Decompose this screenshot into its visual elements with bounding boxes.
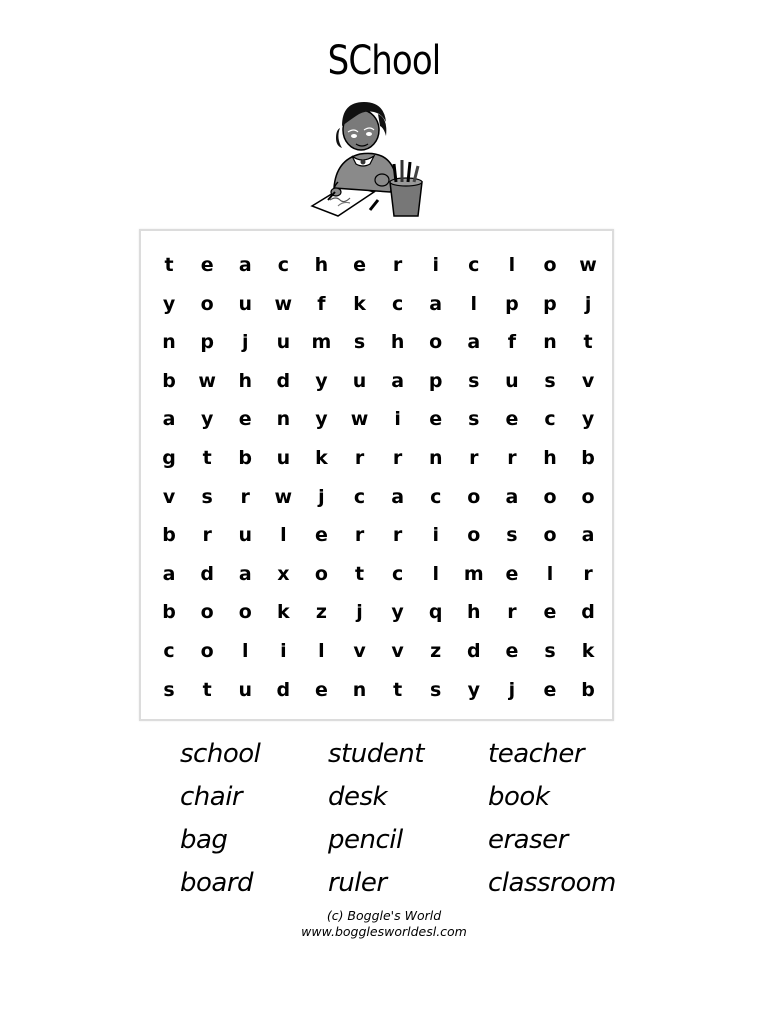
grid-letter: a — [391, 369, 405, 392]
grid-letter: j — [584, 292, 592, 315]
grid-letter: l — [546, 562, 554, 585]
grid-letter: o — [314, 562, 328, 585]
grid-letter: l — [470, 292, 478, 315]
grid-letter: o — [543, 524, 557, 547]
grid-letter: c — [353, 485, 366, 508]
grid-letter: c — [391, 292, 404, 315]
grid-letter: v — [581, 369, 595, 392]
grid-letter: a — [391, 485, 405, 508]
grid-letter: r — [354, 446, 365, 469]
grid-letter: j — [241, 331, 249, 354]
grid-letter: e — [314, 524, 328, 547]
grid-letter: j — [318, 485, 325, 508]
grid-letter: u — [238, 292, 252, 315]
grid-letter: h — [467, 601, 481, 624]
grid-letter: a — [581, 524, 595, 547]
grid-letter: i — [394, 408, 401, 431]
grid-letter: k — [581, 639, 595, 662]
grid-letter: e — [314, 678, 328, 701]
word-list-item: board — [180, 868, 254, 898]
grid-letter: k — [315, 446, 328, 469]
grid-letter: y — [162, 292, 176, 315]
grid-letter: o — [238, 601, 252, 624]
grid-letter: h — [390, 331, 405, 354]
grid-letter: s — [544, 639, 556, 662]
word-list-item: ruler — [328, 868, 387, 898]
grid-letter: s — [506, 524, 518, 547]
grid-letter: r — [583, 562, 593, 585]
grid-letter: h — [314, 254, 329, 276]
grid-letter: w — [198, 369, 216, 392]
grid-letter: s — [353, 331, 366, 354]
grid-letter: q — [428, 601, 443, 624]
grid-letter: l — [280, 524, 287, 547]
grid-letter: f — [317, 292, 326, 315]
grid-letter: l — [318, 639, 325, 662]
grid-letter: y — [200, 408, 214, 431]
grid-letter: v — [353, 639, 366, 662]
grid-letter: p — [428, 369, 443, 392]
grid-letter: a — [505, 485, 519, 508]
grid-letter: w — [579, 254, 597, 276]
grid-letter: s — [468, 408, 480, 431]
grid-letter: c — [277, 254, 289, 276]
grid-letter: d — [581, 601, 595, 624]
grid-letter: a — [238, 562, 252, 585]
grid-letter: i — [432, 524, 439, 547]
grid-letter: e — [353, 254, 366, 276]
grid-letter: d — [276, 369, 291, 392]
grid-letter: s — [468, 369, 480, 392]
grid-letter: k — [353, 292, 366, 315]
grid-letter: y — [315, 369, 328, 392]
grid-letter: h — [543, 446, 557, 469]
grid-letter: b — [581, 678, 595, 701]
grid-letter: s — [163, 678, 175, 701]
grid-letter: e — [238, 408, 252, 431]
grid-letter: r — [507, 446, 517, 469]
grid-letter: z — [430, 639, 442, 662]
grid-letter: b — [581, 446, 595, 469]
grid-letter: u — [238, 524, 252, 547]
grid-letter: a — [467, 331, 481, 354]
grid-letter: b — [162, 601, 176, 624]
grid-letter: p — [505, 292, 519, 315]
grid-letter: t — [393, 678, 403, 701]
grid-letter: t — [202, 446, 212, 469]
grid-letter: h — [238, 369, 252, 392]
grid-letter: e — [505, 408, 519, 431]
grid-letter: n — [428, 446, 443, 469]
grid-letter: i — [432, 254, 439, 276]
grid-letter: r — [392, 524, 403, 547]
grid-letter: o — [581, 485, 595, 508]
grid-letter: r — [354, 524, 365, 547]
grid-letter: d — [276, 678, 291, 701]
grid-letter: l — [508, 254, 516, 276]
grid-letter: c — [544, 408, 556, 431]
grid-letter: v — [162, 485, 176, 508]
grid-letter: l — [432, 562, 439, 585]
word-list-item: desk — [328, 782, 388, 812]
grid-letter: p — [200, 331, 214, 354]
grid-letter: o — [543, 485, 557, 508]
grid-letter: e — [505, 639, 519, 662]
grid-letter: o — [200, 639, 214, 662]
grid-letter: b — [238, 446, 253, 469]
grid-letter: o — [543, 254, 557, 276]
grid-letter: t — [583, 331, 593, 354]
credit-website: www.bogglesworldesl.com — [301, 924, 467, 939]
grid-letter: d — [466, 639, 481, 662]
grid-letter: c — [430, 485, 442, 508]
word-list-item: teacher — [488, 739, 585, 769]
grid-letter: m — [463, 562, 484, 585]
grid-letter: o — [200, 292, 214, 315]
grid-letter: t — [202, 678, 212, 701]
grid-letter: e — [200, 254, 214, 276]
grid-letter: r — [392, 254, 403, 276]
grid-letter: a — [162, 562, 176, 585]
grid-letter: u — [276, 446, 291, 469]
grid-letter: u — [276, 331, 291, 354]
grid-letter: b — [162, 369, 176, 392]
word-list — [180, 735, 620, 907]
grid-letter: y — [391, 601, 404, 624]
grid-letter: v — [391, 639, 404, 662]
credit-copyright: (c) Boggle's World — [326, 908, 442, 923]
grid-letter: a — [238, 254, 252, 276]
grid-letter: c — [391, 562, 404, 585]
grid-letter: e — [429, 408, 443, 431]
grid-letter: o — [200, 601, 214, 624]
grid-letter: z — [315, 601, 327, 624]
grid-letter: r — [240, 485, 250, 508]
grid-letter: s — [544, 369, 556, 392]
grid-letter: p — [543, 292, 557, 315]
grid-letter: f — [507, 331, 517, 354]
grid-letter: c — [163, 639, 175, 662]
grid-letter: t — [354, 562, 365, 585]
grid-letter: w — [274, 292, 293, 315]
grid-letter: o — [429, 331, 443, 354]
grid-letter: i — [280, 639, 287, 662]
grid-letter: o — [467, 524, 481, 547]
grid-letter: y — [315, 408, 328, 431]
grid-letter: s — [201, 485, 213, 508]
grid-letter: n — [162, 331, 176, 354]
grid-letter: y — [467, 678, 480, 701]
grid-letter: c — [468, 254, 480, 276]
grid-letter: e — [543, 601, 557, 624]
grid-letter: u — [505, 369, 519, 392]
grid-letter: s — [430, 678, 442, 701]
grid-letter: u — [238, 678, 252, 701]
grid-letter: e — [543, 678, 557, 701]
grid-letter: n — [276, 408, 291, 431]
word-list-item: chair — [180, 782, 243, 812]
grid-letter: b — [162, 524, 176, 547]
grid-letter: j — [356, 601, 363, 624]
grid-letter: r — [392, 446, 403, 469]
word-list-item: pencil — [328, 825, 403, 855]
grid-letter: x — [277, 562, 290, 585]
grid-letter: l — [241, 639, 249, 662]
grid-letter: w — [274, 485, 293, 508]
page-title: SChool — [327, 38, 441, 84]
grid-letter: n — [352, 678, 367, 701]
word-search-grid — [150, 246, 600, 709]
grid-letter: w — [350, 408, 369, 431]
copyright-credit — [0, 908, 768, 940]
word-list-item: school — [180, 739, 261, 769]
word-list-item: book — [488, 782, 550, 812]
child-drawing-at-desk-illustration — [308, 96, 432, 220]
grid-letter: g — [162, 446, 176, 469]
word-list-item: eraser — [488, 825, 568, 855]
grid-letter: r — [507, 601, 517, 624]
grid-letter: r — [202, 524, 212, 547]
grid-letter: u — [352, 369, 367, 392]
grid-letter: d — [200, 562, 214, 585]
grid-letter: k — [277, 601, 290, 624]
grid-letter: o — [467, 485, 481, 508]
word-list-item: bag — [180, 825, 228, 855]
grid-letter: a — [162, 408, 176, 431]
word-list-item: student — [328, 739, 424, 769]
grid-letter: e — [505, 562, 519, 585]
grid-letter: a — [429, 292, 443, 315]
grid-letter: y — [581, 408, 595, 431]
grid-letter: j — [508, 678, 516, 701]
grid-letter: m — [311, 331, 332, 354]
grid-letter: n — [543, 331, 557, 354]
grid-letter: r — [469, 446, 479, 469]
grid-letter: t — [164, 254, 174, 276]
word-list-item: classroom — [488, 868, 616, 898]
